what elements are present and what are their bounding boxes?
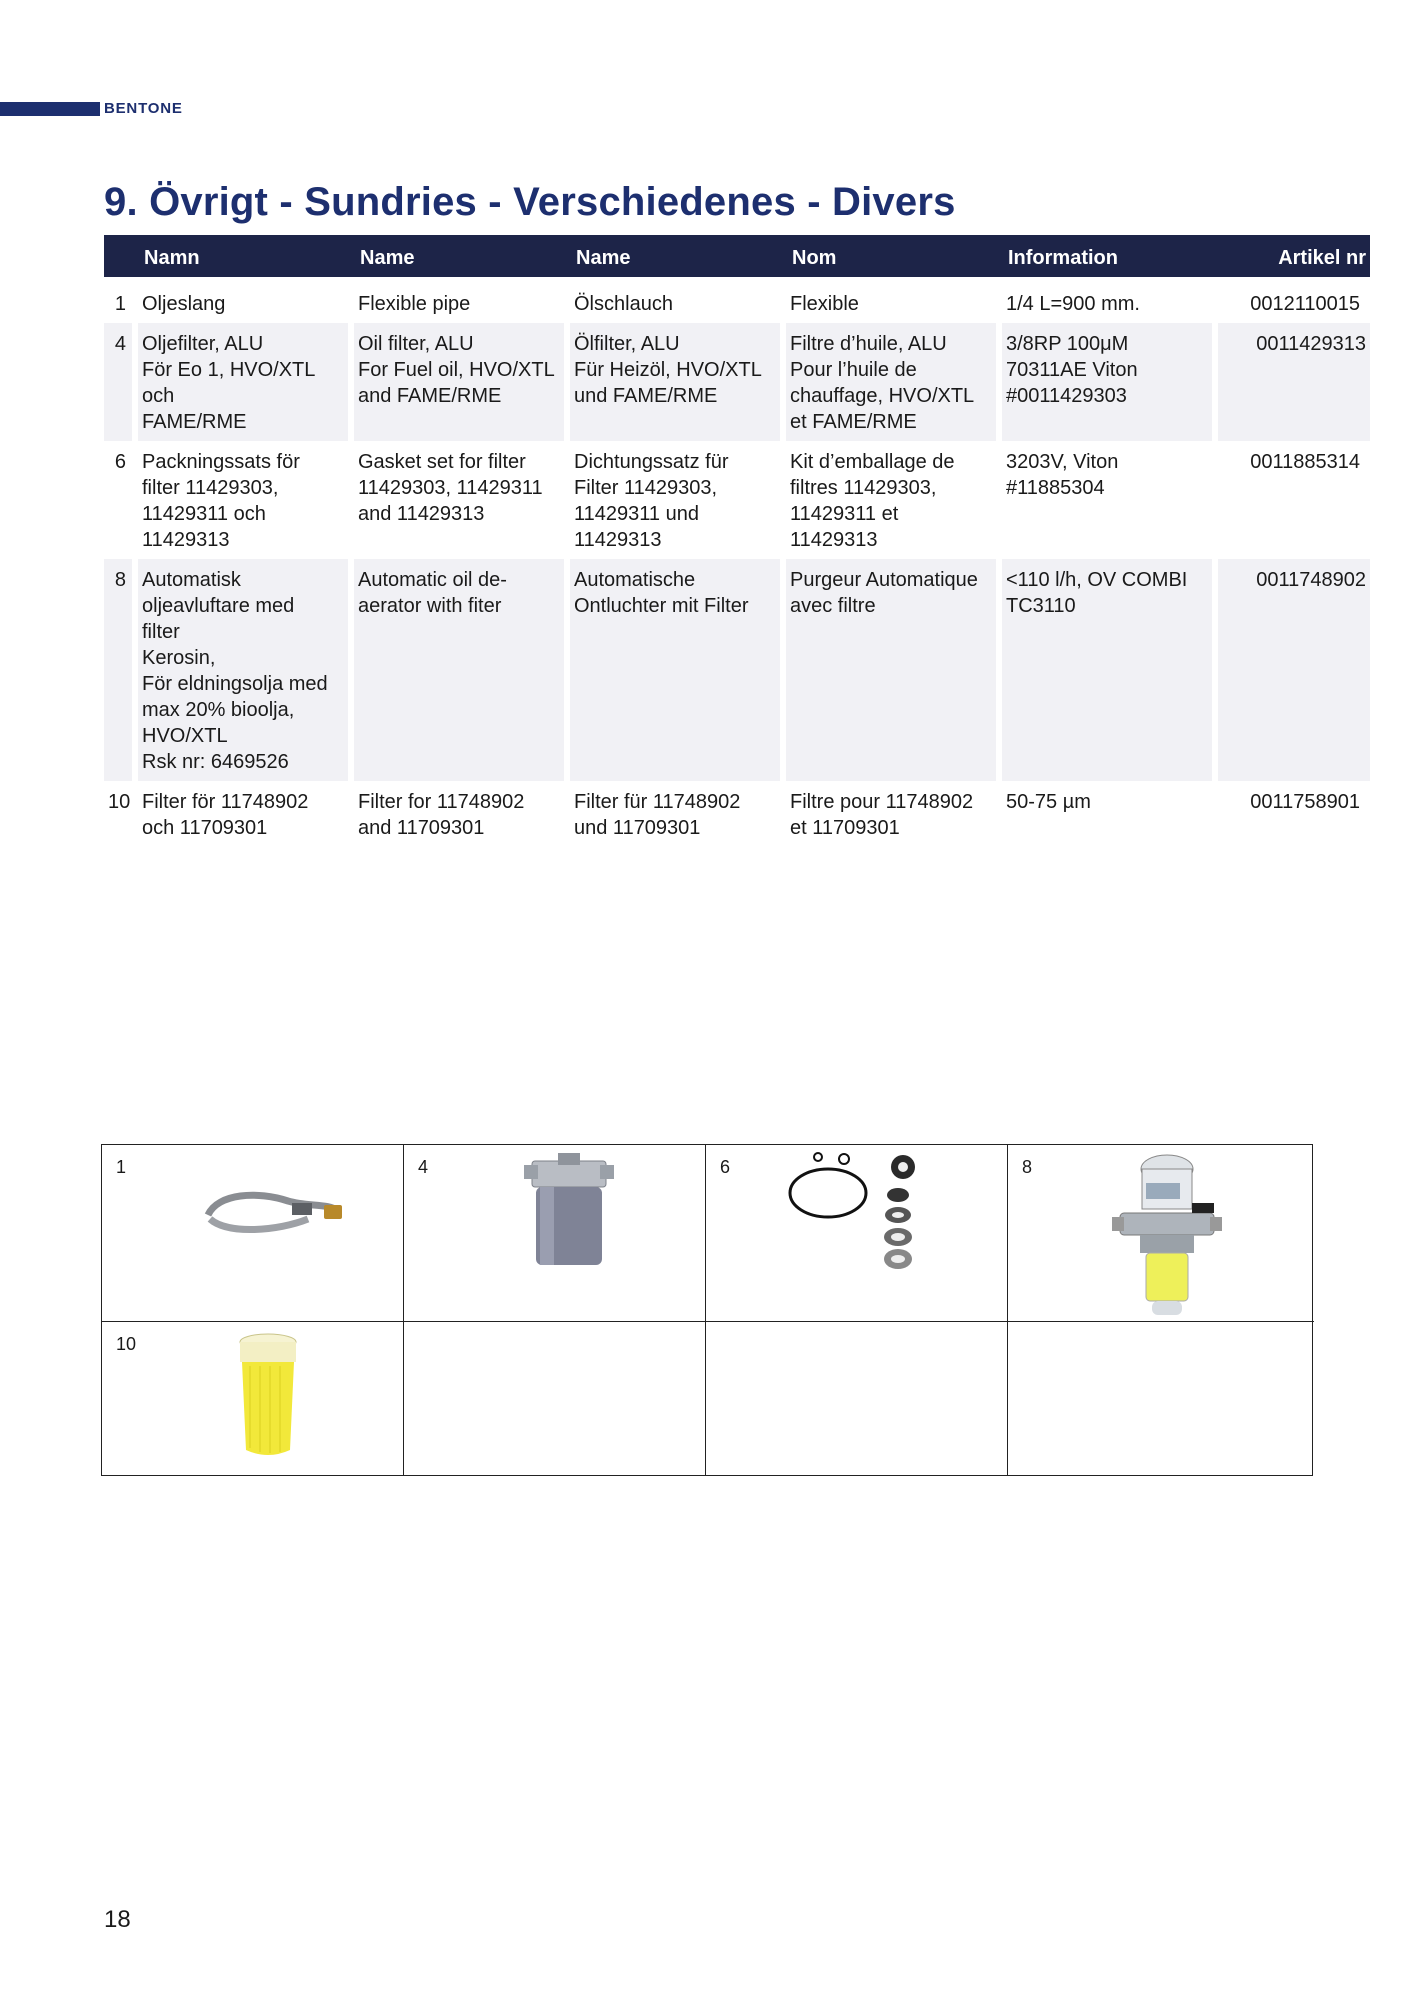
image-label: 10	[116, 1334, 137, 1354]
cell-en: Oil filter, ALU For Fuel oil, HVO/XTL and FAME/RME	[354, 323, 570, 441]
cell-fr: Filtre pour 11748902 et 11709301	[786, 781, 1002, 847]
cell-article-number: 0011758901	[1218, 781, 1370, 847]
cell-sv: Filter för 11748902 och 11709301	[138, 781, 354, 847]
row-number: 10	[104, 781, 138, 847]
col-header-namn: Namn	[138, 235, 354, 277]
cell-article-number: 0011885314	[1218, 441, 1370, 559]
image-cell-empty	[1008, 1322, 1314, 1475]
image-label: 1	[116, 1157, 127, 1177]
cell-info: 1/4 L=900 mm.	[1002, 283, 1218, 323]
cell-fr: Kit d’emballage de filtres 11429303, 11429311 et 11429313	[786, 441, 1002, 559]
parts-table	[104, 235, 1370, 847]
image-cell	[1008, 1145, 1314, 1322]
col-header-nom: Nom	[786, 235, 1002, 277]
cell-sv: Automatisk oljeavluftare med filter Kerosin, För eldningsolja med max 20% bioolja, HVO/XTL Rsk nr: 6469526	[138, 559, 354, 781]
col-header-name-en: Name	[354, 235, 570, 277]
col-header-name-de: Name	[570, 235, 786, 277]
cell-info: <110 l/h, OV COMBI TC3110	[1002, 559, 1218, 781]
cell-de: Ölfilter, ALU Für Heizöl, HVO/XTL und FAME/RME	[570, 323, 786, 441]
cell-sv: Oljefilter, ALU För Eo 1, HVO/XTL och FAME/RME	[138, 323, 354, 441]
image-label: 8	[1022, 1157, 1033, 1177]
image-label: 6	[720, 1157, 731, 1177]
image-cell	[706, 1145, 1008, 1322]
row-number: 6	[104, 441, 138, 559]
brand-label: BENTONE	[104, 100, 183, 117]
cell-info: 3203V, Viton #11885304	[1002, 441, 1218, 559]
image-cell	[404, 1145, 706, 1322]
cell-info: 50-75 µm	[1002, 781, 1218, 847]
image-label: 4	[418, 1157, 429, 1177]
brand-bar	[0, 102, 100, 116]
page-title: 9. Övrigt - Sundries - Verschiedenes - Divers	[104, 180, 956, 224]
table-row	[104, 441, 1370, 559]
oil-filter-image	[524, 1153, 614, 1273]
image-cell-empty	[706, 1322, 1008, 1475]
cell-en: Filter for 11748902 and 11709301	[354, 781, 570, 847]
cell-de: Automatische Ontluchter mit Filter	[570, 559, 786, 781]
cell-de: Dichtungssatz für Filter 11429303, 11429311 und 11429313	[570, 441, 786, 559]
table-header	[104, 235, 1370, 277]
cell-en: Flexible pipe	[354, 283, 570, 323]
cell-de: Ölschlauch	[570, 283, 786, 323]
table-row	[104, 323, 1370, 441]
col-header-information: Information	[1002, 235, 1218, 277]
oil-deaerator-image	[1112, 1153, 1222, 1321]
row-number: 1	[104, 283, 138, 323]
cell-article-number: 0011429313	[1218, 323, 1370, 441]
cell-info: 3/8RP 100μM 70311AE Viton #0011429303	[1002, 323, 1218, 441]
cell-sv: Packningssats för filter 11429303, 11429311 och 11429313	[138, 441, 354, 559]
table-row	[104, 781, 1370, 847]
product-image-grid	[101, 1144, 1313, 1476]
cell-fr: Flexible	[786, 283, 1002, 323]
image-cell-empty	[404, 1322, 706, 1475]
filter-insert-image	[236, 1332, 300, 1460]
cell-article-number: 0012110015	[1218, 283, 1370, 323]
row-number: 8	[104, 559, 138, 781]
image-cell	[102, 1322, 404, 1475]
cell-sv: Oljeslang	[138, 283, 354, 323]
table-row	[104, 283, 1370, 323]
image-cell	[102, 1145, 404, 1322]
gasket-set-image	[788, 1151, 938, 1276]
col-header-artikel-nr: Artikel nr	[1218, 235, 1370, 277]
table-row	[104, 559, 1370, 781]
cell-fr: Filtre d’huile, ALU Pour l’huile de chauffage, HVO/XTL et FAME/RME	[786, 323, 1002, 441]
cell-en: Gasket set for filter 11429303, 11429311 and 11429313	[354, 441, 570, 559]
cell-en: Automatic oil de- aerator with fiter	[354, 559, 570, 781]
row-number: 4	[104, 323, 138, 441]
cell-article-number: 0011748902	[1218, 559, 1370, 781]
cell-de: Filter für 11748902 und 11709301	[570, 781, 786, 847]
cell-fr: Purgeur Automatique avec filtre	[786, 559, 1002, 781]
page-number: 18	[104, 1906, 131, 1933]
flexible-pipe-image	[198, 1173, 348, 1243]
